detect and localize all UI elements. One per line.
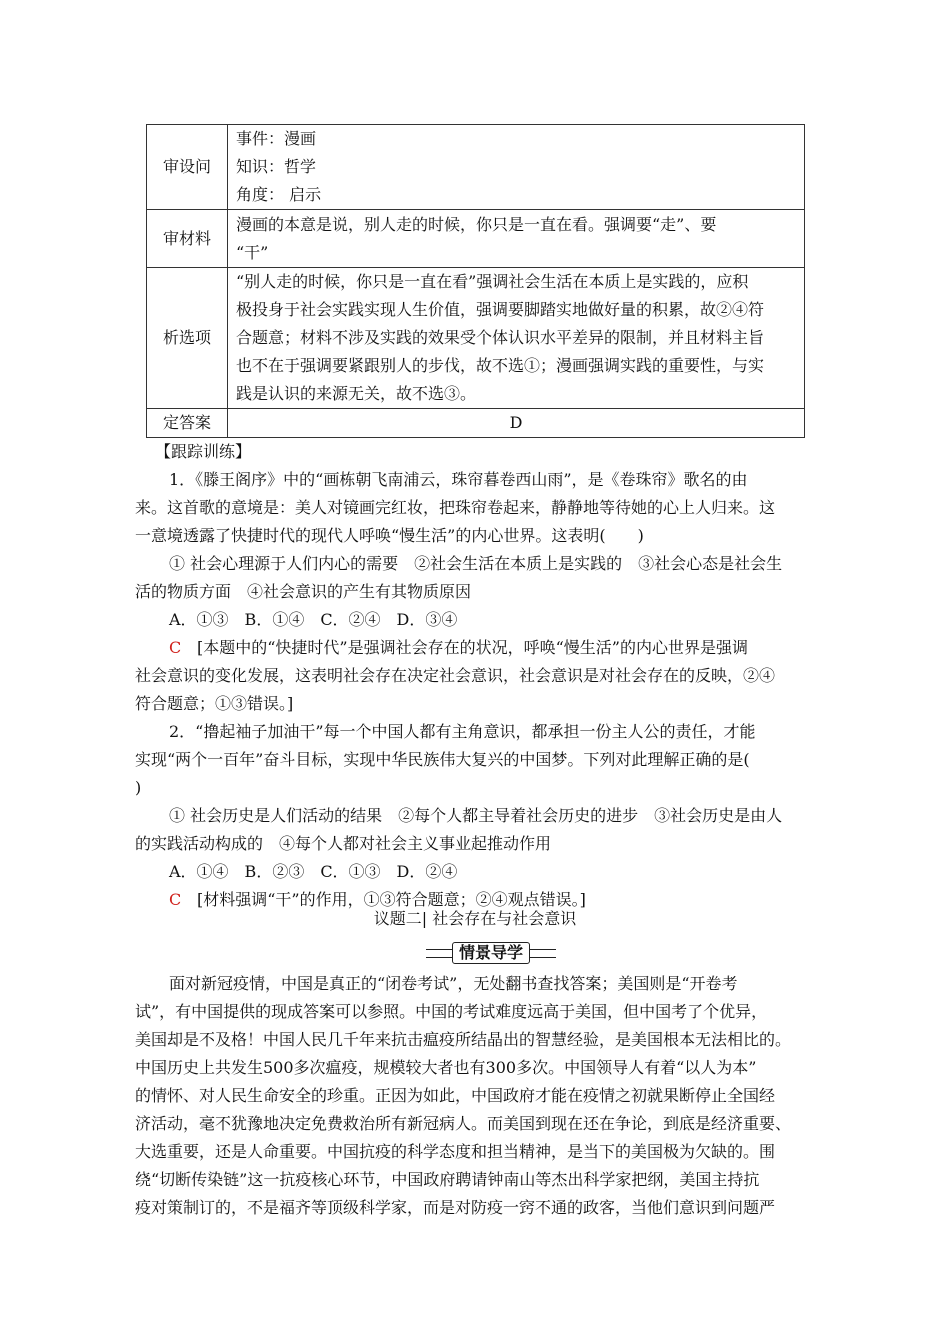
row-text-line: 极投身于社会实践实现人生价值，强调要脚踏实地做好量的积累，故②④符 xyxy=(236,300,765,319)
row-label: 析选项 xyxy=(147,268,228,409)
section-banner xyxy=(426,941,556,965)
question-1 xyxy=(135,466,820,718)
table-row xyxy=(147,125,805,210)
row-label: 审设问 xyxy=(147,125,228,210)
row-text-line: 也不在于强调要紧跟别人的步伐，故不选①；漫画强调实践的重要性，与实 xyxy=(236,356,765,375)
answer-letter: C xyxy=(169,890,182,909)
question-stem-line: 2．“撸起袖子加油干”每一个中国人都有主角意识，都承担一份主人公的责任，才能 xyxy=(169,722,756,741)
row-text-line: 角度： 启示 xyxy=(236,185,322,204)
row-content xyxy=(228,268,805,409)
row-text-line: “别人走的时候，你只是一直在看”强调社会生活在本质上是实践的，应积 xyxy=(236,272,749,291)
row-content xyxy=(228,125,805,210)
section-title: 议题二| 社会存在与社会意识 xyxy=(373,909,577,928)
analysis-table xyxy=(146,124,805,438)
explanation-line: 符合题意；①③错误。] xyxy=(135,694,294,713)
table-row xyxy=(147,409,805,438)
banner-rule-left xyxy=(426,949,452,958)
passage-line: 美国却是不及格！中国人民几千年来抗击瘟疫所结晶出的智慧经验，是美国根本无法相比的。 xyxy=(135,1030,792,1049)
passage-line: 试”，有中国提供的现成答案可以参照。中国的考试难度远高于美国，但中国考了个优异， xyxy=(135,1002,768,1021)
row-label: 审材料 xyxy=(147,210,228,268)
table-row xyxy=(147,210,805,268)
question-stem-line: 实现“两个一百年”奋斗目标，实现中华民族伟大复兴的中国梦。下列对此理解正确的是( xyxy=(135,750,750,769)
explanation-line: 社会意识的变化发展，这表明社会存在决定社会意识，社会意识是对社会存在的反映，②④ xyxy=(135,666,776,685)
question-stem-line: 1．《滕王阁序》中的“画栋朝飞南浦云，珠帘暮卷西山雨”，是《卷珠帘》歌名的由 xyxy=(169,470,748,489)
passage-line: 中国历史上共发生500多次瘟疫，规模较大者也有300多次。中国领导人有着“以人为本” xyxy=(135,1058,757,1077)
passage xyxy=(135,970,820,1222)
explanation-text: [本题中的“快捷时代”是强调社会存在的状况，呼唤“慢生活”的内心世界是强调 xyxy=(197,638,748,657)
explanation-line xyxy=(135,634,820,662)
passage-line: 的情怀、对人民生命安全的珍重。正因为如此，中国政府才能在疫情之初就果断停止全国经 xyxy=(135,1086,776,1105)
row-label: 定答案 xyxy=(147,409,228,438)
tracking-section xyxy=(135,438,820,914)
answer-letter: C xyxy=(169,638,182,657)
choices-line: A．①③ B．①④ C．②④ D．③④ xyxy=(169,610,458,629)
passage-line: 疫对策制订的，不是福齐等顶级科学家，而是对防疫一窍不通的政客，当他们意识到问题严 xyxy=(135,1198,776,1217)
question-stem-line: ) xyxy=(135,778,142,797)
explanation-text: [材料强调“干”的作用，①③符合题意；②④观点错误。] xyxy=(197,890,586,909)
row-text-line: 漫画的本意是说，别人走的时候，你只是一直在看。强调要“走”、要 xyxy=(236,214,717,234)
row-text-line: 践是认识的来源无关，故不选③。 xyxy=(236,384,477,403)
row-content xyxy=(228,210,805,268)
option-line: ① 社会历史是人们活动的结果 ②每个人都主导着社会历史的进步 ③社会历史是由人 xyxy=(169,806,783,825)
question-stem-line: 来。这首歌的意境是：美人对镜画完红妆，把珠帘卷起来，静静地等待她的心上人归来。这 xyxy=(135,498,776,517)
passage-line: 济活动，毫不犹豫地决定免费救治所有新冠病人。而美国到现在还在争论，到底是经济重要、 xyxy=(135,1114,792,1133)
table-row xyxy=(147,268,805,409)
question-2 xyxy=(135,718,820,914)
passage-line: 大选重要，还是人命重要。中国抗疫的科学态度和担当精神，是当下的美国极为欠缺的。围 xyxy=(135,1142,776,1161)
row-text-line: 知识：哲学 xyxy=(236,157,317,176)
row-text-line: 合题意；材料不涉及实践的效果受个体认识水平差异的限制，并且材料主旨 xyxy=(236,328,765,347)
option-line: 的实践活动构成的 ④每个人都对社会主义事业起推动作用 xyxy=(135,834,552,853)
row-text-line: “干” xyxy=(236,242,269,262)
passage-line: 面对新冠疫情，中国是真正的“闭卷考试”，无处翻书查找答案；美国则是“开卷考 xyxy=(169,974,738,993)
banner-rule-right xyxy=(530,949,556,958)
option-line: 活的物质方面 ④社会意识的产生有其物质原因 xyxy=(135,582,472,601)
banner-label: 情景导学 xyxy=(452,942,530,964)
choices-line: A．①④ B．②③ C．①③ D．②④ xyxy=(169,862,458,881)
passage-line: 绕“切断传染链”这一抗疫核心环节，中国政府聘请钟南山等杰出科学家把纲，美国主持抗 xyxy=(135,1170,760,1189)
option-line: ① 社会心理源于人们内心的需要 ②社会生活在本质上是实践的 ③社会心态是社会生 xyxy=(169,554,783,573)
question-stem-line: 一意境透露了快捷时代的现代人呼唤“慢生活”的内心世界。这表明( ) xyxy=(135,526,644,545)
row-text-line: 事件：漫画 xyxy=(236,129,317,148)
final-answer: D xyxy=(228,409,805,438)
section-heading: 【跟踪训练】 xyxy=(155,442,252,461)
